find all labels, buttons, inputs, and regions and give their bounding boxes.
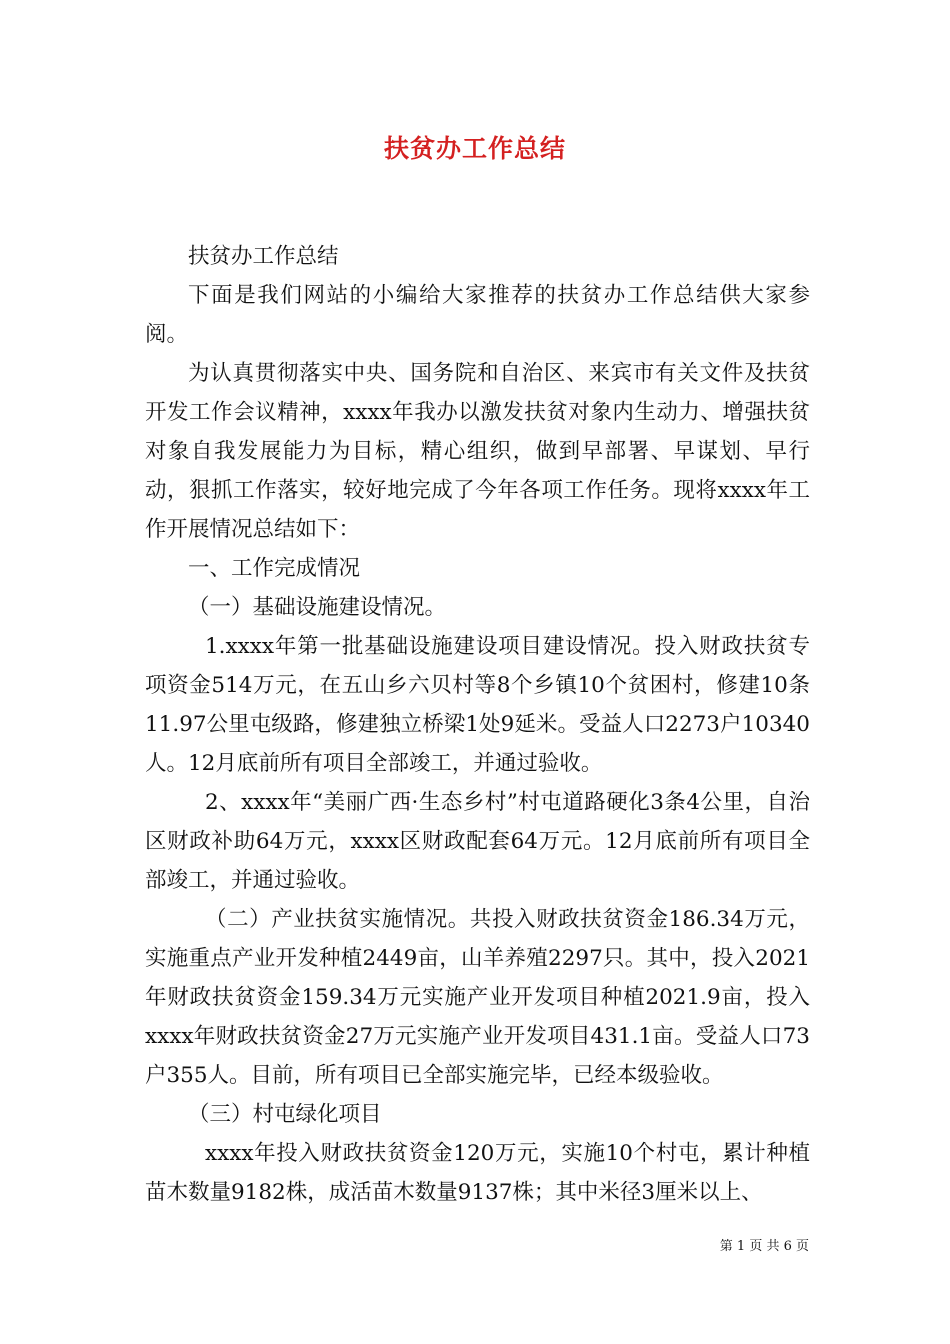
document-body (145, 237, 810, 1212)
paragraph-summary: 为认真贯彻落实中央、国务院和自治区、来宾市有关文件及扶贫开发工作会议精神，xxxx年我办以激发扶贫对象内生动力、增强扶贫对象自我发展能力为目标，精心组织，做到早部署、早谋划、早行动，狠抓工作落实，较好地完成了今年各项工作任务。现将xxxx年工作开展情况总结如下： (145, 361, 810, 542)
paragraph-infrastructure-item-1: 1.xxxx年第一批基础设施建设项目建设情况。投入财政扶贫专项资金514万元，在五山乡六贝村等8个乡镇10个贫困村，修建10条11.97公里屯级路，修建独立桥梁1处9延米。受益人口2273户10340人。12月底前所有项目全部竣工，并通过验收。 (145, 634, 810, 776)
subsection-heading-village-greening: （三）村屯绿化项目 (188, 1102, 382, 1127)
paragraph-village-greening: xxxx年投入财政扶贫资金120万元，实施10个村屯，累计种植苗木数量9182株，成活苗木数量9137株；其中米径3厘米以上、 (145, 1141, 810, 1205)
paragraph-heading: 扶贫办工作总结 (188, 244, 339, 269)
paragraph-infrastructure-item-2: 2、xxxx年“美丽广西·生态乡村”村屯道路硬化3条4公里，自治区财政补助64万元，xxxx区财政配套64万元。12月底前所有项目全部竣工，并通过验收。 (145, 790, 810, 893)
subsection-heading-infrastructure: （一）基础设施建设情况。 (188, 595, 447, 620)
paragraph-intro: 下面是我们网站的小编给大家推荐的扶贫办工作总结供大家参阅。 (145, 283, 810, 347)
page-number: 第 1 页 共 6 页 (719, 1239, 809, 1254)
document-title: 扶贫办工作总结 (383, 134, 566, 163)
paragraph-industry-poverty-relief: （二）产业扶贫实施情况。共投入财政扶贫资金186.34万元，实施重点产业开发种植2449亩，山羊养殖2297只。其中，投入2021年财政扶贫资金159.34万元实施产业开发项目种植2021.9亩，投入xxxx年财政扶贫资金27万元实施产业开发项目431.1亩。受益人口73户355人。目前，所有项目已全部实施完毕，已经本级验收。 (145, 907, 810, 1088)
section-heading-work-completion: 一、工作完成情况 (188, 556, 361, 581)
